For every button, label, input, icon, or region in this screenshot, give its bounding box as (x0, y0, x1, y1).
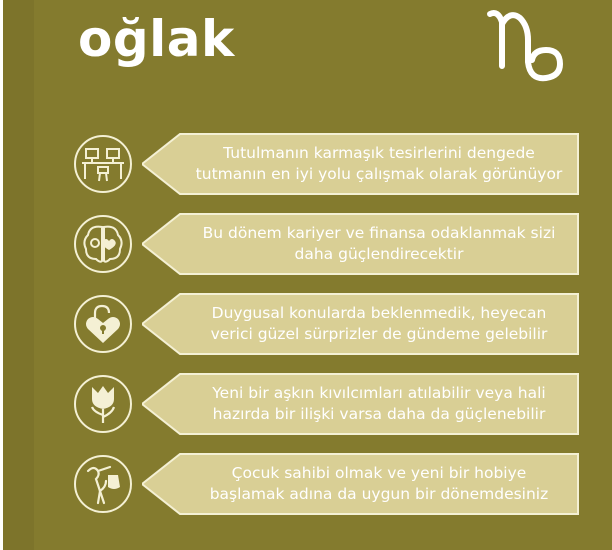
advice-banner (142, 132, 580, 196)
stork-baby-icon (76, 457, 130, 511)
heart-padlock-icon (76, 297, 130, 351)
advice-text: Duygusal konularda beklenmedik, heyecan verici güzel sürprizler de gündeme gelebilir (210, 304, 548, 343)
desks-workplace-icon (76, 137, 130, 191)
advice-row-4 (74, 372, 584, 438)
advice-banner (142, 212, 580, 276)
left-edge-line (0, 0, 3, 550)
left-decor-strip (0, 0, 34, 550)
row-icon-circle (74, 455, 132, 513)
row-icon-circle (74, 375, 132, 433)
advice-text: Çocuk sahibi olmak ve yeni bir hobiye başlamak adına da uygun bir dönemdesiniz (209, 464, 549, 503)
advice-text: Yeni bir aşkın kıvılcımları atılabilir veya hali hazırda bir ilişki varsa daha da güçlenebilir (212, 384, 546, 423)
brain-gear-heart-icon (76, 217, 130, 271)
capricorn-zodiac-icon (484, 0, 570, 90)
row-icon-circle (74, 135, 132, 193)
advice-text: Tutulmanın karmaşık tesirlerini dengede tutmanın en iyi yolu çalışmak olarak görünüyor (195, 144, 563, 183)
row-icon-circle (74, 295, 132, 353)
row-icon-circle (74, 215, 132, 273)
advice-banner (142, 372, 580, 436)
advice-row-5 (74, 452, 584, 518)
rose-icon (76, 377, 130, 431)
page-title: oğlak (78, 10, 235, 68)
advice-row-2 (74, 212, 584, 278)
advice-row-3 (74, 292, 584, 358)
advice-banner (142, 452, 580, 516)
advice-text: Bu dönem kariyer ve finansa odaklanmak sizi daha güçlendirecektir (202, 224, 556, 263)
advice-row-1 (74, 132, 584, 198)
advice-banner (142, 292, 580, 356)
